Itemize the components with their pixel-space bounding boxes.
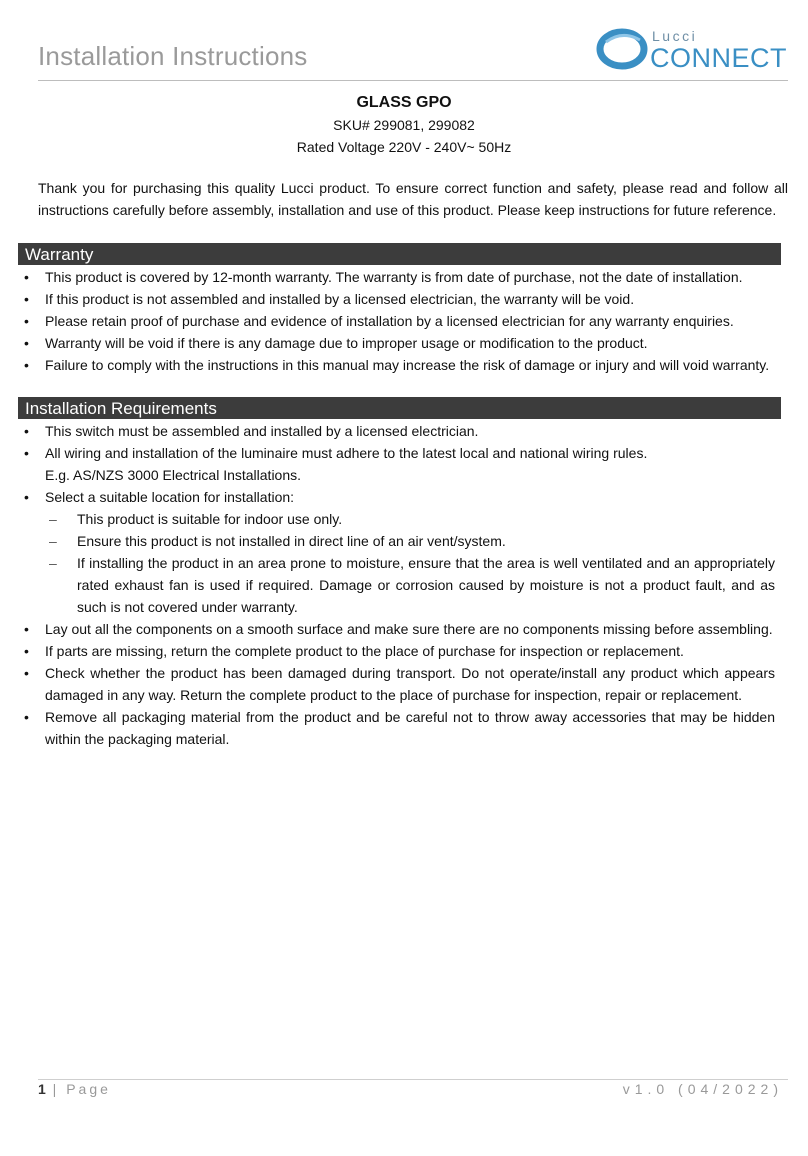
page-label: | Page — [45, 1081, 111, 1097]
page-number: 1 — [38, 1081, 46, 1097]
header-divider — [38, 80, 788, 81]
bullet-icon: • — [24, 423, 29, 439]
footer-divider — [38, 1079, 788, 1080]
page-indicator — [38, 1081, 111, 1097]
list-item: • Failure to comply with the instructions in this manual may increase the risk of damage or injury and will void warranty. — [0, 354, 790, 376]
warranty-heading: Warranty — [18, 243, 781, 265]
list-item: • This product is covered by 12-month warranty. The warranty is from date of purchase, not the date of installation. — [0, 266, 790, 288]
document-title: Installation Instructions — [38, 41, 308, 71]
list-item: • Please retain proof of purchase and evidence of installation by a licensed electrician for any warranty enquiries. — [0, 310, 790, 332]
bullet-icon: • — [24, 357, 29, 373]
intro-paragraph: Thank you for purchasing this quality Lucci product. To ensure correct function and safety, please read and follow all instructions carefully before assembly, installation and use of this product. Please keep instructions for future reference. — [38, 180, 788, 218]
product-voltage: Rated Voltage 220V - 240V~ 50Hz — [296, 139, 512, 155]
dash-icon: – — [49, 555, 57, 571]
location-sublist — [45, 508, 775, 618]
dash-icon: – — [49, 511, 57, 527]
bullet-icon: • — [24, 335, 29, 351]
dash-icon: – — [49, 533, 57, 549]
bullet-icon: • — [24, 269, 29, 285]
requirements-list — [0, 420, 790, 750]
list-item: • Lay out all the components on a smooth surface and make sure there are no components missing before assembling. — [0, 618, 790, 640]
bullet-icon: • — [24, 709, 29, 725]
lucci-connect-logo — [596, 26, 786, 74]
bullet-icon: • — [24, 621, 29, 637]
list-item: • If parts are missing, return the complete product to the place of purchase for inspection or replacement. — [0, 640, 790, 662]
document-version: v1.0 (04/2022) — [622, 1081, 783, 1097]
logo-ring-icon — [596, 26, 650, 72]
bullet-icon: • — [24, 313, 29, 329]
list-item: • Remove all packaging material from the product and be careful not to throw away accessories that may be hidden within the packaging material. — [0, 706, 790, 750]
installation-requirements-heading: Installation Requirements — [18, 397, 781, 419]
bullet-icon: • — [24, 643, 29, 659]
list-item: • Warranty will be void if there is any damage due to improper usage or modification to the product. — [0, 332, 790, 354]
logo-brand-small: Lucci — [652, 28, 698, 44]
warranty-list — [0, 266, 790, 376]
bullet-icon: • — [24, 665, 29, 681]
sub-list-item: – This product is suitable for indoor use only. — [45, 508, 775, 530]
bullet-icon: • — [24, 445, 29, 461]
product-name: GLASS GPO — [356, 94, 452, 111]
product-heading — [0, 90, 808, 158]
bullet-icon: • — [24, 291, 29, 307]
list-item: • All wiring and installation of the luminaire must adhere to the latest local and national wiring rules. E.g. AS/NZS 3000 Electrical Installations. — [0, 442, 790, 486]
logo-brand-big: CONNECT — [650, 43, 787, 73]
product-sku: SKU# 299081, 299082 — [333, 117, 475, 133]
list-item: • Check whether the product has been damaged during transport. Do not operate/install any product which appears damaged in any way. Return the complete product to the place of purchase for inspection, repair or replacement. — [0, 662, 790, 706]
list-item: • Select a suitable location for installation: – This product is suitable for indoor use only. – Ensure this product is not installed in direct line of an air vent/system. – If installing the product in an area prone to moisture, ensure that the area is well ventilated and an appropriately rated exhaust fan is used if required. Damage or corrosion caused by moisture is not a product fault, and as such is not covered under warranty. — [0, 486, 790, 618]
sub-list-item: – If installing the product in an area prone to moisture, ensure that the area is well ventilated and an appropriately rated exhaust fan is used if required. Damage or corrosion caused by moisture is not a product fault, and as such is not covered under warranty. — [45, 552, 775, 618]
bullet-icon: • — [24, 489, 29, 505]
sub-list-item: – Ensure this product is not installed in direct line of an air vent/system. — [45, 530, 775, 552]
list-item: • If this product is not assembled and installed by a licensed electrician, the warranty will be void. — [0, 288, 790, 310]
list-item: • This switch must be assembled and installed by a licensed electrician. — [0, 420, 790, 442]
